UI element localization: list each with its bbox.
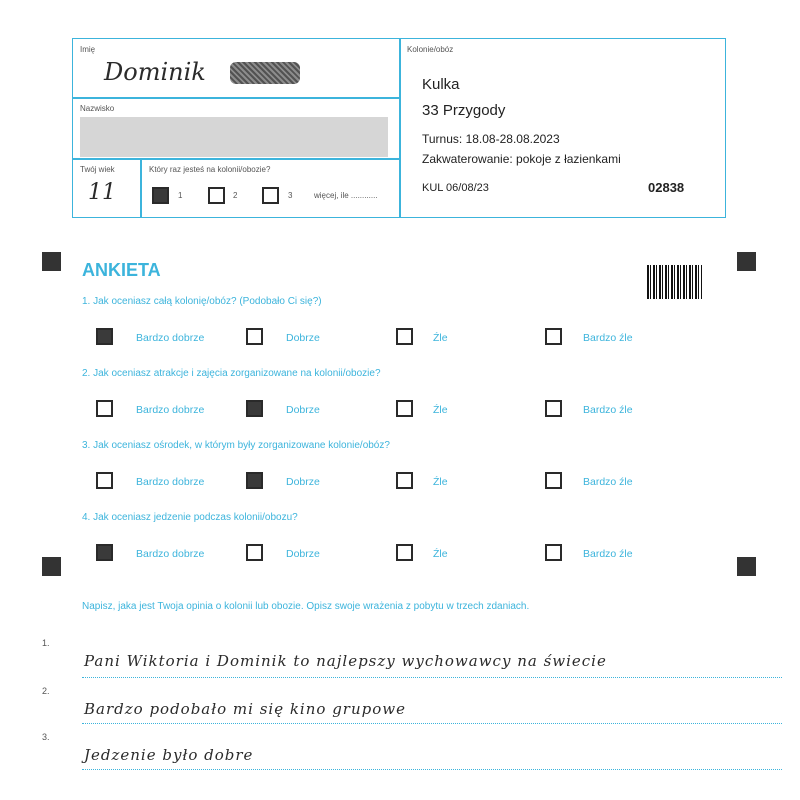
q2-option-dobrze: Dobrze: [286, 404, 320, 416]
header-divider-1: [72, 97, 399, 99]
survey-title: ANKIETA: [82, 260, 161, 280]
wiek-value: 11: [88, 180, 116, 205]
opinion-prompt: Napisz, jaka jest Twoja opinia o kolonii lub obozie. Opisz swoje wrażenia z pobytu w trzech zdaniach.: [82, 601, 530, 612]
question-1: 1. Jak oceniasz całą kolonię/obóz? (Podobało Ci się?): [82, 296, 322, 307]
registration-marker-bottom-left: [42, 557, 61, 576]
ktory-raz-checkbox-1[interactable]: [152, 187, 169, 204]
q4-checkbox-zle[interactable]: [396, 544, 413, 561]
q4-checkbox-bardzo-zle[interactable]: [545, 544, 562, 561]
q1-checkbox-zle[interactable]: [396, 328, 413, 345]
q2-checkbox-dobrze[interactable]: [246, 400, 263, 417]
header-divider-3: [140, 158, 142, 218]
q2-option-bardzo-dobrze: Bardzo dobrze: [136, 404, 205, 416]
q3-option-zle: Źle: [433, 476, 448, 488]
opinion-line-3[interactable]: Jedzenie było dobre: [84, 746, 254, 764]
q4-option-bardzo-dobrze: Bardzo dobrze: [136, 548, 205, 560]
wiek-label: Twój wiek: [80, 165, 115, 174]
ktory-raz-checkbox-3[interactable]: [262, 187, 279, 204]
q1-option-bardzo-dobrze: Bardzo dobrze: [136, 332, 205, 344]
q2-checkbox-zle[interactable]: [396, 400, 413, 417]
q2-checkbox-bardzo-zle[interactable]: [545, 400, 562, 417]
line-number-2: 2.: [42, 686, 50, 696]
q2-checkbox-bardzo-dobrze[interactable]: [96, 400, 113, 417]
line-number-3: 3.: [42, 732, 50, 742]
q1-checkbox-bardzo-dobrze[interactable]: [96, 328, 113, 345]
q3-checkbox-dobrze[interactable]: [246, 472, 263, 489]
question-3: 3. Jak oceniasz ośrodek, w którym były zorganizowane kolonie/obóz?: [82, 440, 390, 451]
barcode: [647, 265, 702, 299]
question-2: 2. Jak oceniasz atrakcje i zajęcia zorganizowane na kolonii/obozie?: [82, 368, 381, 379]
q2-option-zle: Źle: [433, 404, 448, 416]
q4-option-dobrze: Dobrze: [286, 548, 320, 560]
opinion-line-1-rule: [82, 677, 782, 678]
nazwisko-label: Nazwisko: [80, 104, 115, 113]
q3-option-bardzo-dobrze: Bardzo dobrze: [136, 476, 205, 488]
q3-option-bardzo-zle: Bardzo źle: [583, 476, 633, 488]
ktory-raz-option-2: 2: [233, 191, 238, 200]
nazwisko-redacted: [80, 117, 388, 157]
ktory-raz-option-1: 1: [178, 191, 183, 200]
q1-checkbox-bardzo-zle[interactable]: [545, 328, 562, 345]
form-number: 02838: [648, 180, 685, 195]
opinion-line-2-rule: [82, 723, 782, 724]
wiecej-label: więcej, ile ............: [314, 191, 378, 200]
ktory-raz-checkbox-2[interactable]: [208, 187, 225, 204]
zakwaterowanie: Zakwaterowanie: pokoje z łazienkami: [422, 152, 621, 166]
q3-checkbox-zle[interactable]: [396, 472, 413, 489]
imie-label: Imię: [80, 45, 96, 54]
registration-marker-bottom-right: [737, 557, 756, 576]
opinion-line-1[interactable]: Pani Wiktoria i Dominik to najlepszy wychowawcy na świecie: [84, 652, 607, 670]
q4-option-bardzo-zle: Bardzo źle: [583, 548, 633, 560]
q2-option-bardzo-zle: Bardzo źle: [583, 404, 633, 416]
question-4: 4. Jak oceniasz jedzenie podczas kolonii/obozu?: [82, 512, 298, 523]
line-number-1: 1.: [42, 638, 50, 648]
header-divider-2: [72, 158, 399, 160]
q4-checkbox-bardzo-dobrze[interactable]: [96, 544, 113, 561]
opinion-line-2[interactable]: Bardzo podobało mi się kino grupowe: [84, 700, 406, 718]
colony-program: 33 Przygody: [422, 102, 506, 119]
q4-checkbox-dobrze[interactable]: [246, 544, 263, 561]
imie-value: Dominik: [104, 58, 206, 86]
ktory-raz-option-3: 3: [288, 191, 293, 200]
q3-checkbox-bardzo-zle[interactable]: [545, 472, 562, 489]
registration-marker-top-right: [737, 252, 756, 271]
header-divider-vertical: [399, 38, 401, 218]
opinion-line-3-rule: [82, 769, 782, 770]
q3-checkbox-bardzo-dobrze[interactable]: [96, 472, 113, 489]
q1-option-dobrze: Dobrze: [286, 332, 320, 344]
q1-option-bardzo-zle: Bardzo źle: [583, 332, 633, 344]
colony-name: Kulka: [422, 76, 460, 93]
turnus: Turnus: 18.08-28.08.2023: [422, 132, 560, 146]
q1-checkbox-dobrze[interactable]: [246, 328, 263, 345]
q4-option-zle: Źle: [433, 548, 448, 560]
surname-scribble: [230, 62, 300, 84]
q1-option-zle: Źle: [433, 332, 448, 344]
colony-code: KUL 06/08/23: [422, 182, 489, 194]
registration-marker-top-left: [42, 252, 61, 271]
ktory-raz-label: Który raz jesteś na kolonii/obozie?: [149, 165, 271, 174]
kolonie-label: Kolonie/obóz: [407, 45, 454, 54]
q3-option-dobrze: Dobrze: [286, 476, 320, 488]
